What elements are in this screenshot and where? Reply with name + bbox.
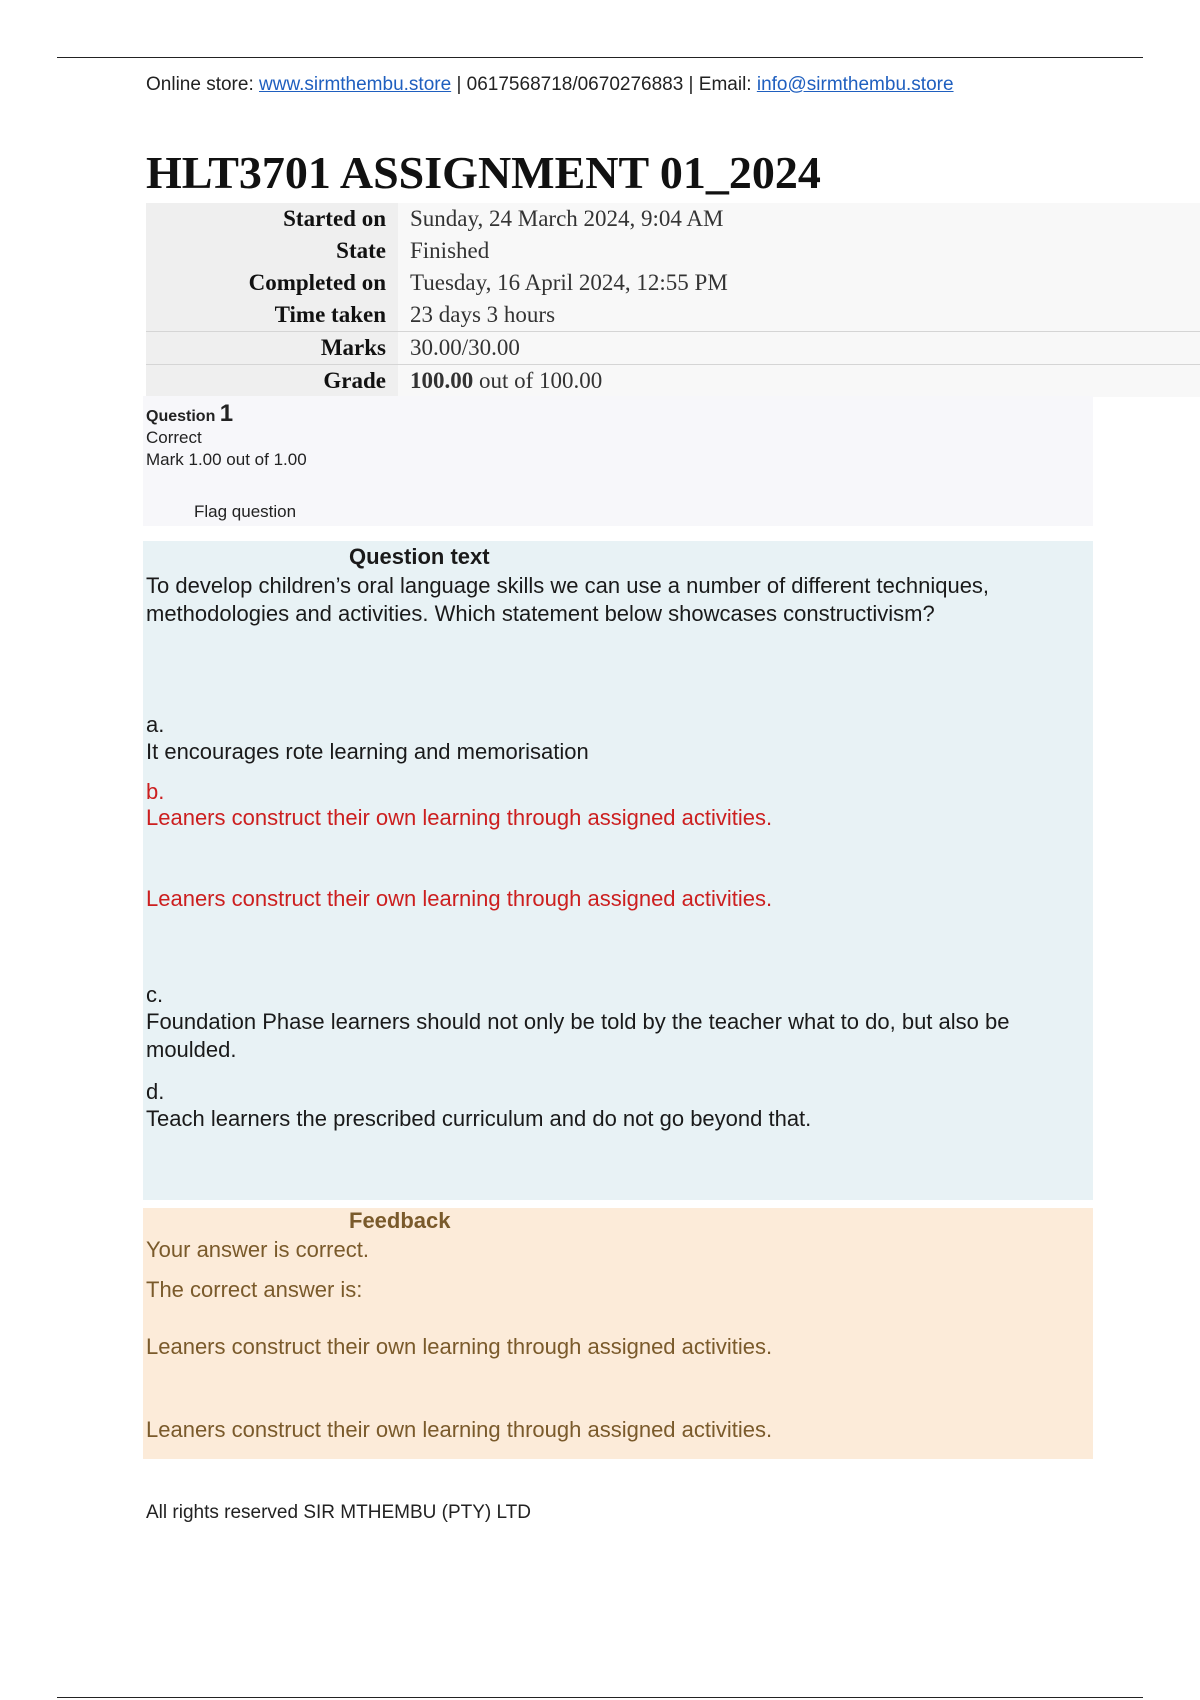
online-store-label: Online store: [146, 74, 259, 95]
correct-answer-text: Leaners construct their own learning through assigned activities. [146, 1334, 773, 1359]
summary-value: 23 days 3 hours [398, 299, 1200, 332]
summary-value: Tuesday, 16 April 2024, 12:55 PM [398, 267, 1200, 299]
copyright-footer: All rights reserved SIR MTHEMBU (PTY) LTD [146, 1502, 531, 1523]
question-mark: Mark 1.00 out of 1.00 [146, 450, 307, 469]
correct-answer-text-repeat: Leaners construct their own learning through assigned activities. [146, 1417, 773, 1442]
summary-value: 30.00/30.00 [398, 332, 1200, 365]
summary-row-grade [146, 365, 1200, 398]
flag-question-link[interactable]: Flag question [194, 502, 297, 521]
summary-label: Grade [146, 365, 398, 398]
summary-label: Marks [146, 332, 398, 365]
contact-phones: | 0617568718/0670276883 | Email: [451, 74, 757, 95]
option-d-letter[interactable]: d. [146, 1079, 165, 1104]
attempt-summary-table [146, 203, 1200, 397]
option-a-letter[interactable]: a. [146, 712, 165, 737]
store-header [146, 74, 954, 96]
correct-answer-label: The correct answer is: [146, 1277, 363, 1302]
grade-score: 100.00 [410, 368, 474, 393]
summary-value: Sunday, 24 March 2024, 9:04 AM [398, 203, 1200, 235]
summary-row-time-taken [146, 299, 1200, 332]
option-b-text[interactable]: Leaners construct their own learning through assigned activities. [146, 805, 773, 830]
summary-row-completed [146, 267, 1200, 299]
option-b-letter[interactable]: b. [146, 779, 165, 804]
option-b-text-repeat: Leaners construct their own learning through assigned activities. [146, 886, 773, 911]
option-c-text[interactable]: Foundation Phase learners should not only be told by the teacher what to do, but also be moulded. [146, 1009, 1010, 1062]
page-title: HLT3701 ASSIGNMENT 01_2024 [146, 147, 821, 198]
feedback-result: Your answer is correct. [146, 1237, 369, 1262]
question-label: Question [146, 408, 220, 425]
summary-label: Started on [146, 203, 398, 235]
store-link[interactable]: www.sirmthembu.store [259, 74, 452, 95]
top-rule [57, 57, 1143, 58]
option-a-text[interactable]: It encourages rote learning and memorisation [146, 739, 589, 764]
feedback-heading: Feedback [349, 1208, 451, 1233]
question-number [146, 400, 233, 428]
summary-row-marks [146, 332, 1200, 365]
feedback-panel [143, 1208, 1093, 1459]
question-info-panel [143, 396, 1093, 526]
question-state: Correct [146, 428, 202, 447]
summary-label: State [146, 235, 398, 267]
option-d-text[interactable]: Teach learners the prescribed curriculum and do not go beyond that. [146, 1106, 812, 1131]
question-text-heading: Question text [349, 544, 490, 569]
question-text-panel [143, 541, 1093, 1200]
summary-value [398, 365, 1200, 398]
summary-value: Finished [398, 235, 1200, 267]
summary-label: Time taken [146, 299, 398, 332]
summary-row-started [146, 203, 1200, 235]
question-number-value: 1 [219, 400, 234, 427]
bottom-rule [57, 1697, 1143, 1698]
summary-label: Completed on [146, 267, 398, 299]
question-prompt: To develop children’s oral language skills we can use a number of different techniques, methodologies and activities. Which statement below showcases constructivism? [146, 573, 990, 626]
summary-row-state [146, 235, 1200, 267]
option-c-letter[interactable]: c. [146, 982, 164, 1007]
email-link[interactable]: info@sirmthembu.store [756, 74, 954, 95]
grade-out-of: out of 100.00 [473, 368, 603, 393]
